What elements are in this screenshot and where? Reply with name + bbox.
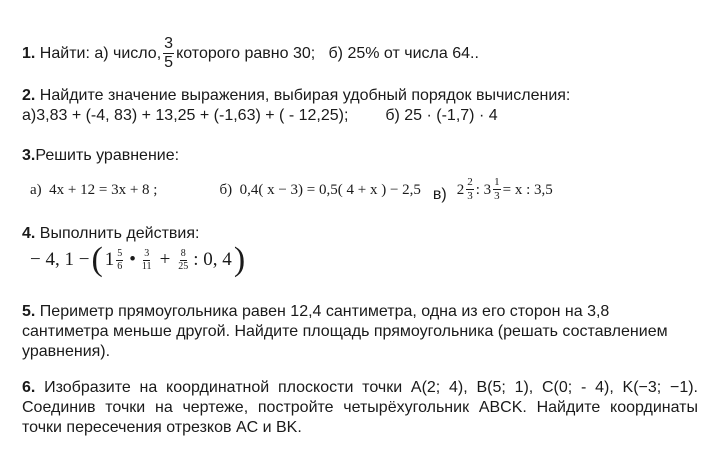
- task-4-title-line: [22, 224, 199, 244]
- fraction-denominator: 5: [164, 54, 174, 71]
- task-2-parts: [22, 106, 498, 126]
- left-paren: (: [91, 241, 103, 278]
- expr-end: : 0, 4: [193, 249, 232, 270]
- task-2-title-line: [22, 86, 570, 106]
- task-5-number: 5.: [22, 303, 36, 320]
- task-3-equations: [30, 177, 553, 202]
- task-5: [22, 302, 698, 362]
- fraction-denominator: 6: [117, 260, 123, 272]
- fraction-eight-twentyfifths: [178, 249, 188, 272]
- fraction-numerator: 2: [467, 176, 473, 188]
- fraction-three-fifths: [163, 36, 174, 71]
- fraction-denominator: 3: [467, 190, 473, 202]
- task-6-text: Изобразите на координатной плоскости точки A(2; 4), B(5; 1), C(0; - 4), K(−3; −1). Соединив точки на чертеже, постройте четырёхугольник ABCK. Найдите координаты точки пересечения отрезков AC и BK.: [22, 379, 698, 436]
- task-3-part-v-whole: 2: [456, 181, 465, 198]
- task-4-title: Выполнить действия:: [39, 225, 200, 242]
- task-3-part-v-colon: : 3: [475, 181, 492, 198]
- expr-plus: +: [159, 249, 171, 270]
- fraction-denominator: 3: [494, 190, 500, 202]
- task-1-text-b: которого равно 30; б) 25% от числа 64..: [176, 44, 479, 62]
- task-3-part-b: б) 0,4( x − 3) = 0,5( 4 + x ) − 2,5: [219, 181, 421, 198]
- task-3-number: 3.: [22, 147, 36, 164]
- expr-dot: •: [129, 249, 136, 270]
- expr-whole: 1: [104, 249, 115, 270]
- task-3-part-v-label: в): [432, 185, 447, 203]
- fraction-three-elevenths: [142, 249, 152, 272]
- fraction-denominator: 11: [141, 260, 152, 272]
- fraction-numerator: 8: [180, 247, 186, 259]
- task-1-number: 1.: [22, 44, 36, 62]
- fraction-one-third: [493, 177, 501, 202]
- task-1-text-a: Найти: а) число,: [39, 44, 162, 62]
- right-paren: ): [233, 241, 246, 278]
- task-3-part-v-rest: = x : 3,5: [502, 181, 553, 198]
- task-3-title-line: [22, 146, 179, 166]
- task-6: [22, 378, 698, 438]
- task-1: [22, 36, 479, 71]
- task-2-title: Найдите значение выражения, выбирая удобный порядок вычисления:: [39, 87, 571, 104]
- task-3-title: Решить уравнение:: [35, 147, 180, 164]
- expr-start: − 4, 1 −: [30, 249, 90, 270]
- fraction-numerator: 1: [494, 176, 500, 188]
- task-6-number: 6.: [22, 379, 36, 396]
- fraction-five-sixths: [116, 249, 123, 272]
- fraction-denominator: 25: [178, 260, 189, 272]
- task-2-part-a: а)3,83 + (-4, 83) + 13,25 + (-1,63) + ( - 12,25);: [22, 107, 349, 124]
- fraction-numerator: 3: [144, 247, 150, 259]
- task-3-part-a: а) 4x + 12 = 3x + 8 ;: [30, 181, 158, 198]
- task-4-expression: [30, 243, 247, 277]
- task-4-number: 4.: [22, 225, 36, 242]
- fraction-numerator: 5: [117, 247, 123, 259]
- task-2-number: 2.: [22, 87, 36, 104]
- fraction-two-thirds: [466, 177, 474, 202]
- task-5-text: Периметр прямоугольника равен 12,4 сантиметра, одна из его сторон на 3,8 сантиметра меньше другой. Найдите площадь прямоугольника (решать составлением уравнения).: [22, 303, 668, 360]
- fraction-numerator: 3: [164, 35, 174, 52]
- task-2-part-b: б) 25 · (-1,7) · 4: [385, 107, 498, 124]
